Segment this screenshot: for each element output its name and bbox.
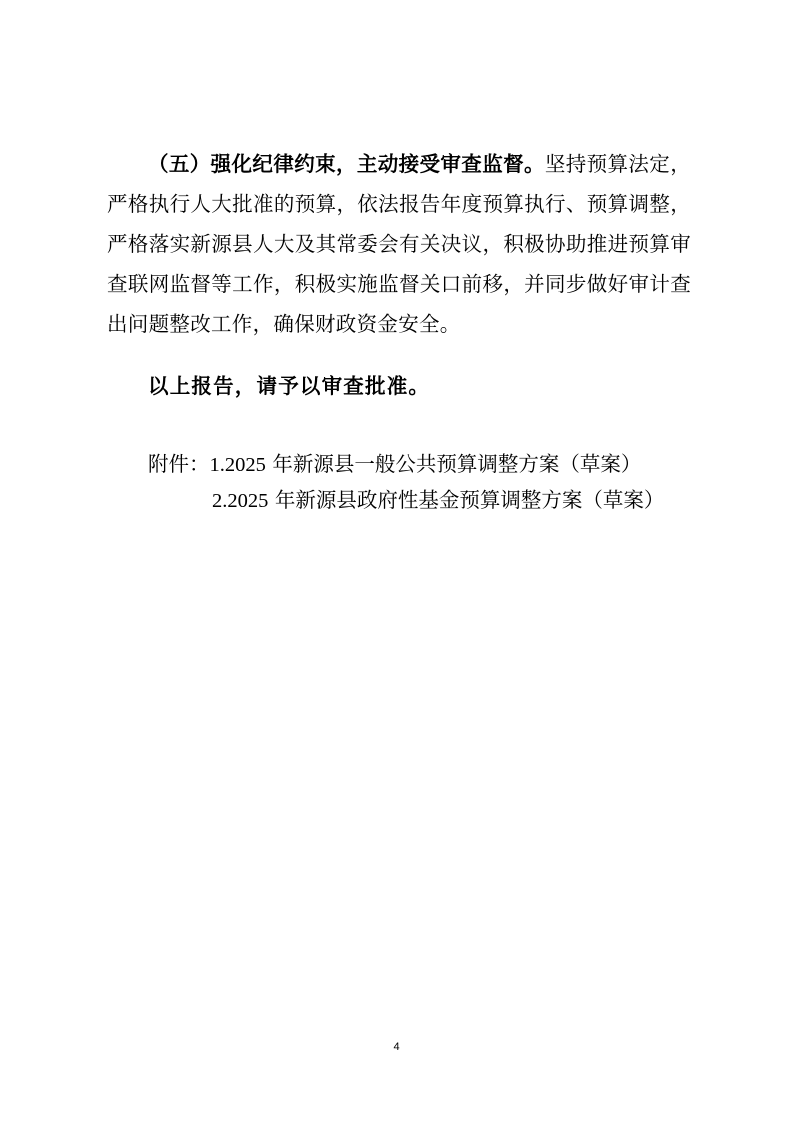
section-5-heading: （五）强化纪律约束，主动接受审查监督。 bbox=[148, 152, 545, 176]
closing-statement: 以上报告，请予以审查批准。 bbox=[148, 374, 431, 398]
section-5-body: 坚持预算法定，严格执行人大批准的预算，依法报告年度预算执行、预算调整，严格落实新源县人大及其常委会有关决议，积极协助推进预算审查联网监督等工作，积极实施监督关口前移，并同步做好审计查出问题整改工作，确保财政资金安全。 bbox=[107, 152, 691, 336]
attachment-1-number: 1.2025 bbox=[209, 454, 266, 476]
attachment-2-title: 年新源县政府性基金预算调整方案（草案） bbox=[274, 488, 665, 512]
page-number: 4 bbox=[393, 1041, 400, 1053]
attachment-1-title: 年新源县一般公共预算调整方案（草案） bbox=[272, 452, 642, 476]
attachments-label: 附件： bbox=[148, 452, 210, 476]
attachment-item-2 bbox=[212, 480, 664, 521]
attachment-item-1 bbox=[148, 444, 641, 485]
section-5-paragraph bbox=[107, 144, 691, 344]
attachment-2-number: 2.2025 bbox=[212, 490, 269, 512]
